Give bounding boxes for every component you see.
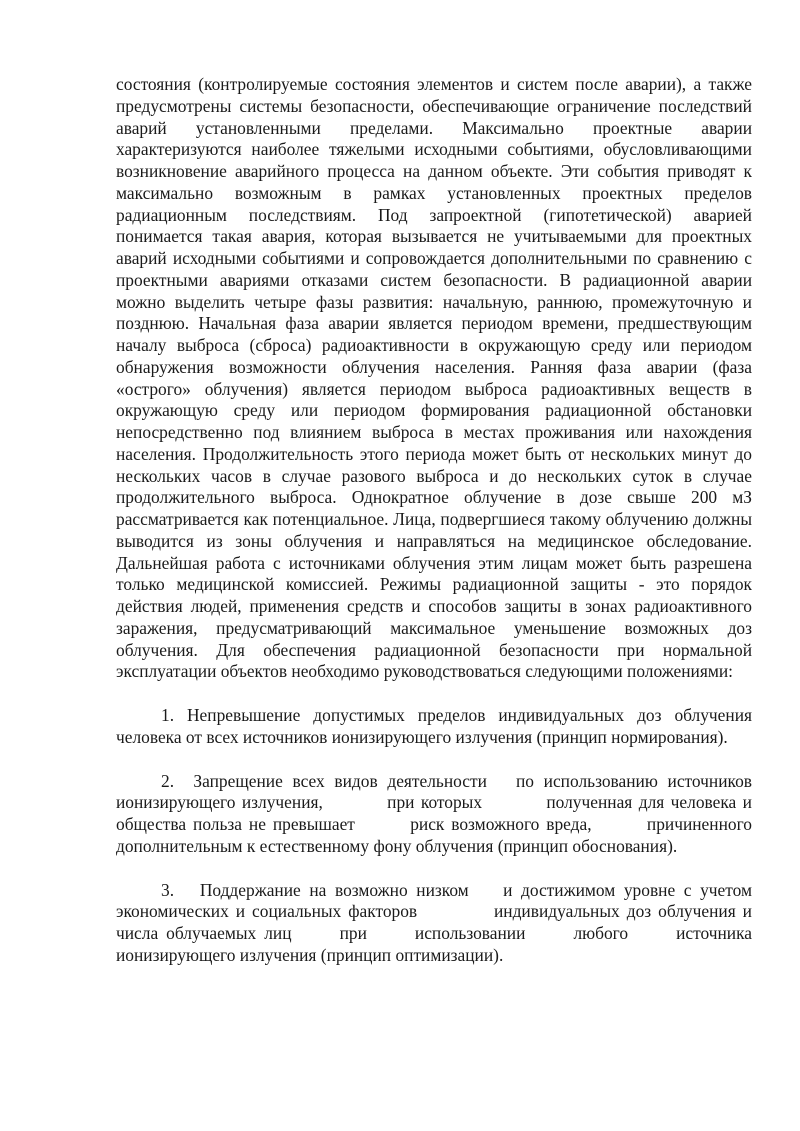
principle-item-3: 3. Поддержание на возможно низком и достижимом уровне с учетом экономических и социальных факторов индивидуальных доз облучения и числа облучаемых лиц при использовании любого источника ионизирующего излучения (принцип оптимизации). bbox=[116, 879, 757, 965]
main-paragraph: состояния (контролируемые состояния элементов и систем после аварии), а также предусмотрены системы безопасности, обеспечивающие ограничение последствий аварий установленными пределами. Максимально проектные аварии характеризуются наиболее тяжелыми исходными событиями, обусловливающими возникновение аварийного процесса на данном объекте. Эти события приводят к максимально возможным в рамках установленных проектных пределов радиационным последствиям. Под запроектной (гипотетической) аварией понимается такая авария, которая вызывается не учитываемыми для проектных аварий исходными событиями и сопровождается дополнительными по сравнению с проектными авариями отказами систем безопасности. В радиационной аварии можно выделить четыре фазы развития: начальную, раннюю, промежуточную и позднюю. Начальная фаза аварии является периодом времени, предшествующим началу выброса (сброса) радиоактивности в окружающую среду или периодом обнаружения возможности облучения населения. Ранняя фаза аварии (фаза «острого» облучения) является периодом выброса радиоактивных веществ в окружающую среду или периодом формирования радиационной обстановки непосредственно под влиянием выброса в местах проживания или нахождения населения. Продолжительность этого периода может быть от нескольких минут до нескольких часов в случае разового выброса и до нескольких суток в случае продолжительного выброса. Однократное облучение в дозе свыше 200 мЗ рассматривается как потенциальное. Лица, подвергшиеся такому облучению должны выводится из зоны облучения и направляться на медицинское обследование. Дальнейшая работа с источниками облучения этим лицам может быть разрешена только медицинской комиссией. Режимы радиационной защиты - это порядок действия людей, применения средств и способов защиты в зонах радиоактивного заражения, предусматривающий максимальное уменьшение возможных доз облучения. Для обеспечения радиационной безопасности при нормальной эксплуатации объектов необходимо руководствоваться следующими положениями: bbox=[116, 74, 752, 682]
principle-item-2: 2. Запрещение всех видов деятельности по использованию источников ионизирующего излучения, при которых полученная для человека и общества польза не превышает риск возможного вреда, причиненного дополнительным к естественному фону облучения (принцип обоснования). bbox=[116, 770, 757, 856]
principle-item-1: 1. Непревышение допустимых пределов индивидуальных доз облучения человека от всех источников ионизирующего излучения (принцип нормирования). bbox=[116, 705, 752, 747]
document-body bbox=[116, 74, 757, 967]
